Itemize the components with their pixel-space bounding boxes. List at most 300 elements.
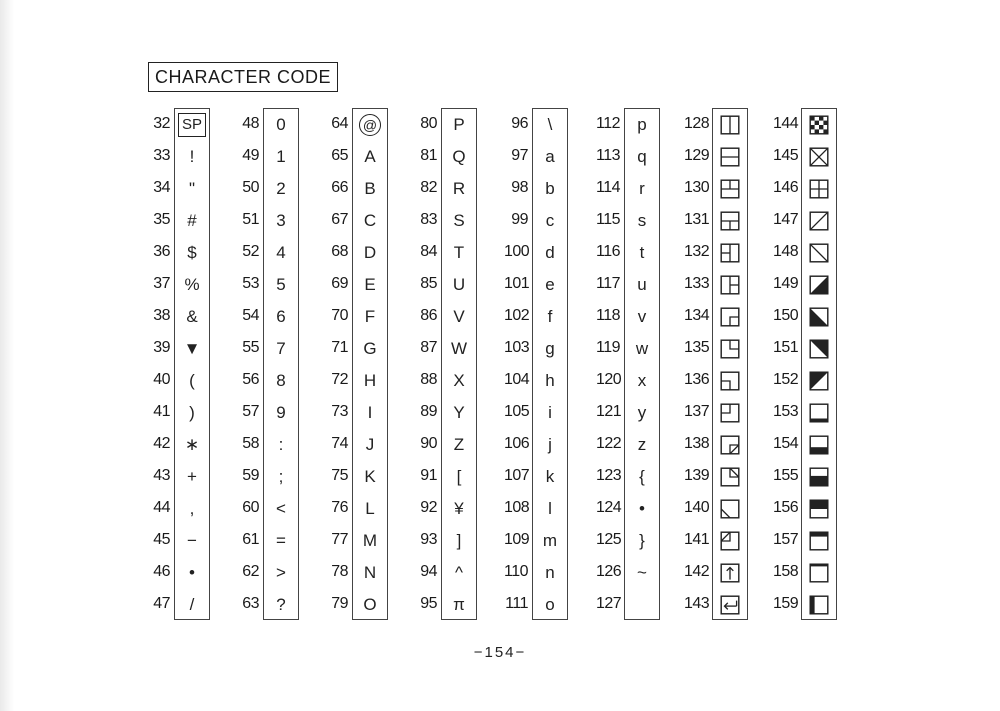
char-code-number: 132 xyxy=(684,243,710,260)
char-glyph xyxy=(713,109,747,141)
char-code-number: 122 xyxy=(596,435,622,452)
char-code-number: 73 xyxy=(331,403,348,420)
char-glyph: } xyxy=(639,531,645,550)
char-code-number: 154 xyxy=(773,435,799,452)
graphic-char-134-icon xyxy=(719,306,741,328)
char-code-number: 94 xyxy=(420,563,437,580)
char-glyph xyxy=(713,461,747,493)
char-glyph: b xyxy=(545,179,555,198)
char-glyph: < xyxy=(276,499,286,518)
char-glyph xyxy=(713,493,747,525)
char-glyph: F xyxy=(364,307,376,326)
char-code-number: 103 xyxy=(504,339,530,356)
char-code-number: 131 xyxy=(684,211,710,228)
graphic-char-154-icon xyxy=(808,434,830,456)
char-glyph xyxy=(713,365,747,397)
char-code-number: 106 xyxy=(504,435,530,452)
graphic-char-151-icon xyxy=(808,338,830,360)
char-glyph: 8 xyxy=(276,371,286,390)
char-code-number: 155 xyxy=(773,467,799,484)
char-glyph: o xyxy=(545,595,555,614)
char-code-number: 45 xyxy=(153,531,170,548)
char-code-number: 147 xyxy=(773,211,799,228)
char-glyph xyxy=(802,397,836,429)
char-code-number: 139 xyxy=(684,467,710,484)
char-glyph xyxy=(713,269,747,301)
graphic-char-138-icon xyxy=(719,434,741,456)
char-code-number: 105 xyxy=(504,403,530,420)
char-glyph: 9 xyxy=(276,403,286,422)
char-code-number: 76 xyxy=(331,499,348,516)
char-glyph: 6 xyxy=(276,307,286,326)
char-glyph: m xyxy=(542,531,558,550)
char-glyph: A xyxy=(364,147,376,166)
char-glyph: I xyxy=(367,403,373,422)
char-glyph: 3 xyxy=(276,211,286,230)
char-code-number: 157 xyxy=(773,531,799,548)
char-code-number: 152 xyxy=(773,371,799,388)
char-code-number: 110 xyxy=(504,563,529,580)
char-glyph: N xyxy=(363,563,377,582)
char-code-number: 102 xyxy=(504,307,530,324)
char-code-number: 87 xyxy=(420,339,437,356)
char-code-number: 59 xyxy=(242,467,259,484)
char-code-number: 61 xyxy=(242,531,259,548)
char-code-number: 143 xyxy=(684,595,710,612)
char-code-number: 119 xyxy=(596,339,621,356)
char-code-number: 63 xyxy=(242,595,259,612)
char-glyph: U xyxy=(452,275,466,294)
char-glyph xyxy=(713,429,747,461)
char-code-number: 89 xyxy=(420,403,437,420)
code-numbers xyxy=(684,108,708,620)
char-code-number: 135 xyxy=(684,339,710,356)
char-glyph xyxy=(713,525,747,557)
char-glyph xyxy=(713,333,747,365)
character-box xyxy=(441,108,477,620)
char-glyph: ∗ xyxy=(184,435,200,454)
char-code-number: 111 xyxy=(505,595,528,612)
graphic-char-148-icon xyxy=(808,242,830,264)
char-glyph: c xyxy=(545,211,555,230)
char-glyph: + xyxy=(187,467,197,486)
code-column-1 xyxy=(146,108,236,620)
char-glyph xyxy=(713,301,747,333)
char-code-number: 108 xyxy=(504,499,530,516)
char-code-number: 109 xyxy=(504,531,530,548)
character-box xyxy=(532,108,568,620)
graphic-char-139-icon xyxy=(719,466,741,488)
char-glyph: 1 xyxy=(276,147,286,166)
graphic-char-153-icon xyxy=(808,402,830,424)
char-glyph: 2 xyxy=(276,179,286,198)
char-code-number: 120 xyxy=(596,371,622,388)
graphic-char-128-icon xyxy=(719,114,741,136)
char-code-number: 80 xyxy=(420,115,437,132)
char-code-number: 82 xyxy=(420,179,437,196)
char-code-number: 104 xyxy=(504,371,530,388)
char-code-number: 74 xyxy=(331,435,348,452)
char-glyph xyxy=(713,141,747,173)
char-code-number: 44 xyxy=(153,499,170,516)
char-glyph: π xyxy=(453,595,465,614)
graphic-char-145-icon xyxy=(808,146,830,168)
code-column-7 xyxy=(684,108,774,620)
char-code-number: 145 xyxy=(773,147,799,164)
char-code-number: 36 xyxy=(153,243,170,260)
char-glyph: ? xyxy=(276,595,286,614)
char-code-number: 84 xyxy=(420,243,437,260)
char-code-number: 38 xyxy=(153,307,170,324)
char-glyph xyxy=(802,429,836,461)
graphic-char-157-icon xyxy=(808,530,830,552)
char-glyph: e xyxy=(545,275,555,294)
char-glyph: Z xyxy=(453,435,465,454)
graphic-char-158-icon xyxy=(808,562,830,584)
char-code-number: 54 xyxy=(242,307,259,324)
char-glyph xyxy=(802,333,836,365)
graphic-char-136-icon xyxy=(719,370,741,392)
char-glyph: h xyxy=(545,371,555,390)
char-glyph xyxy=(713,237,747,269)
char-glyph: W xyxy=(450,339,468,358)
space-glyph: SP xyxy=(178,113,206,137)
char-glyph xyxy=(625,589,659,621)
char-code-number: 81 xyxy=(420,147,437,164)
char-code-number: 40 xyxy=(153,371,170,388)
char-glyph xyxy=(802,109,836,141)
char-code-number: 48 xyxy=(242,115,259,132)
char-glyph: ¥ xyxy=(454,499,464,518)
char-glyph: ] xyxy=(456,531,462,550)
char-code-number: 85 xyxy=(420,275,437,292)
char-glyph: > xyxy=(276,563,286,582)
char-glyph: O xyxy=(363,595,377,614)
char-code-number: 96 xyxy=(511,115,528,132)
code-numbers xyxy=(773,108,797,620)
char-code-number: 60 xyxy=(242,499,259,516)
char-code-number: 93 xyxy=(420,531,437,548)
char-glyph: t xyxy=(639,243,645,262)
char-code-number: 52 xyxy=(242,243,259,260)
char-glyph xyxy=(175,109,209,141)
character-code-table xyxy=(146,108,846,620)
char-glyph: 7 xyxy=(276,339,286,358)
char-glyph: d xyxy=(545,243,555,262)
char-glyph: / xyxy=(189,595,195,614)
char-code-number: 83 xyxy=(420,211,437,228)
char-glyph: ^ xyxy=(455,563,463,582)
char-code-number: 130 xyxy=(684,179,710,196)
graphic-char-137-icon xyxy=(719,402,741,424)
char-glyph xyxy=(802,269,836,301)
graphic-char-155-icon xyxy=(808,466,830,488)
char-code-number: 114 xyxy=(596,179,621,196)
graphic-char-147-icon xyxy=(808,210,830,232)
char-code-number: 75 xyxy=(331,467,348,484)
char-glyph: : xyxy=(278,435,284,454)
char-glyph: H xyxy=(363,371,377,390)
at-glyph: @ xyxy=(359,114,381,136)
char-glyph xyxy=(802,141,836,173)
graphic-char-129-icon xyxy=(719,146,741,168)
char-glyph: & xyxy=(186,307,198,326)
char-code-number: 67 xyxy=(331,211,348,228)
char-code-number: 33 xyxy=(153,147,170,164)
graphic-char-150-icon xyxy=(808,306,830,328)
char-code-number: 97 xyxy=(511,147,528,164)
char-code-number: 116 xyxy=(596,243,621,260)
char-glyph: ( xyxy=(189,371,195,390)
char-code-number: 62 xyxy=(242,563,259,580)
char-glyph: \ xyxy=(547,115,553,134)
char-code-number: 140 xyxy=(684,499,710,516)
char-code-number: 126 xyxy=(596,563,622,580)
char-glyph: M xyxy=(362,531,378,550)
character-box xyxy=(263,108,299,620)
char-glyph xyxy=(713,557,747,589)
char-code-number: 55 xyxy=(242,339,259,356)
char-code-number: 125 xyxy=(596,531,622,548)
char-glyph: a xyxy=(545,147,555,166)
char-glyph: ~ xyxy=(637,563,647,582)
graphic-char-142-icon xyxy=(719,562,741,584)
code-numbers xyxy=(146,108,170,620)
char-code-number: 159 xyxy=(773,595,799,612)
char-glyph: k xyxy=(545,467,555,486)
graphic-char-152-icon xyxy=(808,370,830,392)
char-glyph xyxy=(713,589,747,621)
character-box xyxy=(174,108,210,620)
char-glyph: # xyxy=(187,211,197,230)
char-code-number: 72 xyxy=(331,371,348,388)
char-glyph: v xyxy=(637,307,647,326)
char-glyph xyxy=(802,525,836,557)
char-glyph: j xyxy=(548,435,552,454)
char-glyph: B xyxy=(364,179,376,198)
char-code-number: 146 xyxy=(773,179,799,196)
char-glyph xyxy=(802,237,836,269)
char-code-number: 136 xyxy=(684,371,710,388)
char-glyph xyxy=(802,557,836,589)
code-column-2 xyxy=(235,108,325,620)
char-code-number: 112 xyxy=(596,115,621,132)
char-glyph: V xyxy=(453,307,465,326)
char-code-number: 113 xyxy=(596,147,621,164)
char-code-number: 46 xyxy=(153,563,170,580)
char-glyph: , xyxy=(189,499,195,518)
char-glyph xyxy=(802,461,836,493)
graphic-char-144-icon xyxy=(808,114,830,136)
char-code-number: 69 xyxy=(331,275,348,292)
char-glyph: [ xyxy=(456,467,462,486)
graphic-char-156-icon xyxy=(808,498,830,520)
char-glyph xyxy=(802,365,836,397)
char-glyph: z xyxy=(637,435,647,454)
char-code-number: 53 xyxy=(242,275,259,292)
char-code-number: 150 xyxy=(773,307,799,324)
char-code-number: 34 xyxy=(153,179,170,196)
char-glyph xyxy=(713,205,747,237)
char-glyph: s xyxy=(637,211,647,230)
char-glyph: G xyxy=(363,339,377,358)
char-glyph: 4 xyxy=(276,243,286,262)
char-code-number: 39 xyxy=(153,339,170,356)
code-numbers xyxy=(413,108,437,620)
graphic-char-143-icon xyxy=(719,594,741,616)
page-number: −154− xyxy=(473,644,527,661)
char-code-number: 51 xyxy=(242,211,259,228)
char-code-number: 144 xyxy=(773,115,799,132)
char-glyph xyxy=(802,493,836,525)
char-code-number: 42 xyxy=(153,435,170,452)
char-glyph: 0 xyxy=(276,115,286,134)
char-code-number: 101 xyxy=(504,275,530,292)
char-glyph xyxy=(802,205,836,237)
char-code-number: 99 xyxy=(511,211,528,228)
char-glyph: Q xyxy=(452,147,466,166)
char-glyph: q xyxy=(637,147,647,166)
char-glyph: u xyxy=(637,275,647,294)
char-code-number: 115 xyxy=(596,211,621,228)
char-code-number: 95 xyxy=(420,595,437,612)
char-glyph: J xyxy=(365,435,375,454)
char-code-number: 78 xyxy=(331,563,348,580)
char-glyph: 5 xyxy=(276,275,286,294)
char-code-number: 77 xyxy=(331,531,348,548)
char-code-number: 133 xyxy=(684,275,710,292)
char-glyph: − xyxy=(187,531,197,550)
code-numbers xyxy=(504,108,528,620)
character-box xyxy=(801,108,837,620)
graphic-char-130-icon xyxy=(719,178,741,200)
char-glyph: ) xyxy=(189,403,195,422)
char-glyph xyxy=(713,173,747,205)
code-numbers xyxy=(235,108,259,620)
graphic-char-159-icon xyxy=(808,594,830,616)
char-code-number: 92 xyxy=(420,499,437,516)
char-glyph: l xyxy=(548,499,552,518)
code-column-6 xyxy=(596,108,686,620)
char-glyph: Y xyxy=(453,403,465,422)
char-code-number: 128 xyxy=(684,115,710,132)
char-code-number: 50 xyxy=(242,179,259,196)
char-glyph: D xyxy=(363,243,377,262)
char-glyph: R xyxy=(452,179,466,198)
char-glyph: i xyxy=(548,403,552,422)
char-glyph: S xyxy=(453,211,465,230)
graphic-char-146-icon xyxy=(808,178,830,200)
graphic-char-131-icon xyxy=(719,210,741,232)
char-code-number: 118 xyxy=(596,307,621,324)
character-box xyxy=(712,108,748,620)
code-numbers xyxy=(324,108,348,620)
char-glyph: f xyxy=(547,307,553,326)
char-code-number: 57 xyxy=(242,403,259,420)
char-glyph: X xyxy=(453,371,465,390)
char-code-number: 121 xyxy=(596,403,622,420)
page-title: CHARACTER CODE xyxy=(148,62,338,92)
char-glyph: ! xyxy=(189,147,195,166)
char-code-number: 86 xyxy=(420,307,437,324)
char-glyph xyxy=(353,109,387,141)
char-code-number: 129 xyxy=(684,147,710,164)
char-code-number: 41 xyxy=(153,403,170,420)
char-glyph: C xyxy=(363,211,377,230)
char-glyph: x xyxy=(637,371,647,390)
char-glyph: { xyxy=(639,467,645,486)
char-code-number: 37 xyxy=(153,275,170,292)
code-column-3 xyxy=(324,108,414,620)
char-code-number: 64 xyxy=(331,115,348,132)
char-code-number: 158 xyxy=(773,563,799,580)
char-glyph: K xyxy=(364,467,376,486)
character-box xyxy=(352,108,388,620)
character-box xyxy=(624,108,660,620)
char-glyph: P xyxy=(453,115,465,134)
char-code-number: 141 xyxy=(684,531,710,548)
char-code-number: 49 xyxy=(242,147,259,164)
char-code-number: 66 xyxy=(331,179,348,196)
char-code-number: 68 xyxy=(331,243,348,260)
char-code-number: 70 xyxy=(331,307,348,324)
graphic-char-149-icon xyxy=(808,274,830,296)
code-column-5 xyxy=(504,108,594,620)
char-glyph xyxy=(802,301,836,333)
char-code-number: 148 xyxy=(773,243,799,260)
char-glyph: E xyxy=(364,275,376,294)
char-code-number: 90 xyxy=(420,435,437,452)
char-code-number: 79 xyxy=(331,595,348,612)
char-glyph: $ xyxy=(187,243,197,262)
char-code-number: 153 xyxy=(773,403,799,420)
char-glyph: ▼ xyxy=(183,339,201,358)
char-code-number: 65 xyxy=(331,147,348,164)
char-code-number: 58 xyxy=(242,435,259,452)
char-code-number: 156 xyxy=(773,499,799,516)
char-code-number: 149 xyxy=(773,275,799,292)
code-column-8 xyxy=(773,108,863,620)
char-code-number: 123 xyxy=(596,467,622,484)
char-code-number: 151 xyxy=(773,339,799,356)
char-code-number: 88 xyxy=(420,371,437,388)
char-code-number: 98 xyxy=(511,179,528,196)
char-glyph: ; xyxy=(278,467,284,486)
char-glyph: n xyxy=(545,563,555,582)
char-code-number: 35 xyxy=(153,211,170,228)
char-code-number: 137 xyxy=(684,403,710,420)
char-glyph: " xyxy=(188,179,196,198)
char-code-number: 100 xyxy=(504,243,530,260)
char-glyph xyxy=(802,173,836,205)
char-glyph: y xyxy=(637,403,647,422)
char-code-number: 134 xyxy=(684,307,710,324)
graphic-char-133-icon xyxy=(719,274,741,296)
char-code-number: 117 xyxy=(596,275,621,292)
char-code-number: 107 xyxy=(504,467,530,484)
graphic-char-140-icon xyxy=(719,498,741,520)
graphic-char-141-icon xyxy=(719,530,741,552)
char-glyph: = xyxy=(276,531,286,550)
char-glyph: • xyxy=(639,499,645,518)
char-code-number: 32 xyxy=(153,115,170,132)
char-glyph xyxy=(713,397,747,429)
char-code-number: 127 xyxy=(596,595,622,612)
graphic-char-132-icon xyxy=(719,242,741,264)
char-glyph: % xyxy=(184,275,200,294)
char-code-number: 124 xyxy=(596,499,622,516)
code-column-4 xyxy=(413,108,503,620)
